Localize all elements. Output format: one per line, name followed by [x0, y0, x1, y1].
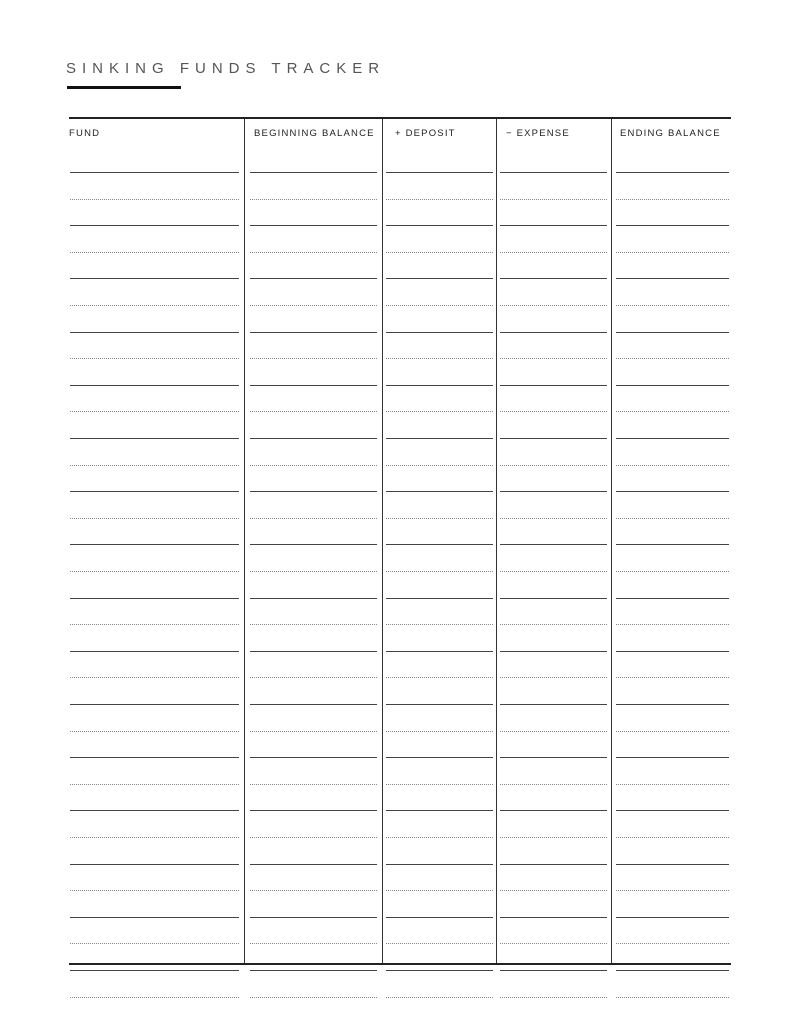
entry-line-beginning-balance[interactable]	[250, 571, 377, 572]
entry-line-deposit[interactable]	[386, 411, 493, 412]
entry-line-expense[interactable]	[500, 598, 607, 599]
entry-line-expense[interactable]	[500, 784, 607, 785]
entry-line-fund[interactable]	[70, 491, 239, 492]
entry-line-beginning-balance[interactable]	[250, 784, 377, 785]
entry-line-expense[interactable]	[500, 332, 607, 333]
entry-line-deposit[interactable]	[386, 970, 493, 971]
entry-line-beginning-balance[interactable]	[250, 890, 377, 891]
entry-line-beginning-balance[interactable]	[250, 917, 377, 918]
entry-line-ending-balance[interactable]	[616, 677, 729, 678]
entry-line-deposit[interactable]	[386, 917, 493, 918]
entry-line-fund[interactable]	[70, 332, 239, 333]
entry-line-beginning-balance[interactable]	[250, 332, 377, 333]
entry-line-fund[interactable]	[70, 890, 239, 891]
entry-line-fund[interactable]	[70, 651, 239, 652]
entry-line-expense[interactable]	[500, 358, 607, 359]
entry-line-beginning-balance[interactable]	[250, 199, 377, 200]
entry-line-ending-balance[interactable]	[616, 305, 729, 306]
entry-line-expense[interactable]	[500, 864, 607, 865]
entry-line-ending-balance[interactable]	[616, 997, 729, 998]
entry-line-beginning-balance[interactable]	[250, 491, 377, 492]
entry-line-deposit[interactable]	[386, 943, 493, 944]
entry-line-beginning-balance[interactable]	[250, 731, 377, 732]
entry-line-fund[interactable]	[70, 731, 239, 732]
entry-line-expense[interactable]	[500, 544, 607, 545]
entry-line-fund[interactable]	[70, 411, 239, 412]
entry-line-fund[interactable]	[70, 252, 239, 253]
entry-line-beginning-balance[interactable]	[250, 465, 377, 466]
entry-line-fund[interactable]	[70, 810, 239, 811]
entry-line-ending-balance[interactable]	[616, 358, 729, 359]
entry-line-deposit[interactable]	[386, 757, 493, 758]
entry-line-deposit[interactable]	[386, 465, 493, 466]
entry-line-deposit[interactable]	[386, 544, 493, 545]
title-underline	[67, 86, 181, 89]
entry-line-beginning-balance[interactable]	[250, 438, 377, 439]
entry-line-expense[interactable]	[500, 252, 607, 253]
entry-line-fund[interactable]	[70, 677, 239, 678]
entry-line-beginning-balance[interactable]	[250, 864, 377, 865]
entry-line-deposit[interactable]	[386, 704, 493, 705]
entry-line-expense[interactable]	[500, 571, 607, 572]
entry-line-deposit[interactable]	[386, 172, 493, 173]
entry-line-fund[interactable]	[70, 704, 239, 705]
entry-line-deposit[interactable]	[386, 624, 493, 625]
entry-line-ending-balance[interactable]	[616, 943, 729, 944]
entry-line-fund[interactable]	[70, 943, 239, 944]
entry-line-deposit[interactable]	[386, 810, 493, 811]
entry-line-ending-balance[interactable]	[616, 890, 729, 891]
entry-line-ending-balance[interactable]	[616, 438, 729, 439]
entry-line-expense[interactable]	[500, 890, 607, 891]
entry-line-deposit[interactable]	[386, 358, 493, 359]
entry-line-deposit[interactable]	[386, 199, 493, 200]
entry-line-expense[interactable]	[500, 997, 607, 998]
entry-line-ending-balance[interactable]	[616, 172, 729, 173]
entry-line-ending-balance[interactable]	[616, 225, 729, 226]
entry-line-ending-balance[interactable]	[616, 598, 729, 599]
entry-line-fund[interactable]	[70, 997, 239, 998]
entry-line-ending-balance[interactable]	[616, 544, 729, 545]
entry-line-expense[interactable]	[500, 943, 607, 944]
column-header-deposit: + DEPOSIT	[395, 128, 456, 139]
entry-line-beginning-balance[interactable]	[250, 598, 377, 599]
entry-line-beginning-balance[interactable]	[250, 358, 377, 359]
entry-line-deposit[interactable]	[386, 864, 493, 865]
entry-line-ending-balance[interactable]	[616, 518, 729, 519]
entry-line-expense[interactable]	[500, 305, 607, 306]
entry-line-ending-balance[interactable]	[616, 385, 729, 386]
entry-line-ending-balance[interactable]	[616, 864, 729, 865]
entry-line-expense[interactable]	[500, 970, 607, 971]
entry-line-deposit[interactable]	[386, 571, 493, 572]
entry-line-beginning-balance[interactable]	[250, 677, 377, 678]
entry-line-fund[interactable]	[70, 305, 239, 306]
entry-line-fund[interactable]	[70, 970, 239, 971]
entry-line-deposit[interactable]	[386, 997, 493, 998]
entry-line-ending-balance[interactable]	[616, 917, 729, 918]
entry-line-expense[interactable]	[500, 465, 607, 466]
entry-line-ending-balance[interactable]	[616, 837, 729, 838]
entry-line-beginning-balance[interactable]	[250, 278, 377, 279]
entry-line-expense[interactable]	[500, 624, 607, 625]
entry-line-fund[interactable]	[70, 837, 239, 838]
column-header-beginning-balance: BEGINNING BALANCE	[254, 128, 375, 139]
entry-line-deposit[interactable]	[386, 890, 493, 891]
entry-line-fund[interactable]	[70, 518, 239, 519]
entry-line-expense[interactable]	[500, 225, 607, 226]
entry-line-ending-balance[interactable]	[616, 704, 729, 705]
entry-line-expense[interactable]	[500, 704, 607, 705]
entry-line-beginning-balance[interactable]	[250, 943, 377, 944]
entry-line-beginning-balance[interactable]	[250, 624, 377, 625]
entry-line-expense[interactable]	[500, 651, 607, 652]
entry-line-fund[interactable]	[70, 571, 239, 572]
entry-line-expense[interactable]	[500, 757, 607, 758]
entry-line-deposit[interactable]	[386, 332, 493, 333]
entry-line-ending-balance[interactable]	[616, 252, 729, 253]
entry-line-ending-balance[interactable]	[616, 465, 729, 466]
entry-line-deposit[interactable]	[386, 252, 493, 253]
entry-line-fund[interactable]	[70, 757, 239, 758]
entry-line-fund[interactable]	[70, 465, 239, 466]
entry-line-beginning-balance[interactable]	[250, 704, 377, 705]
entry-line-ending-balance[interactable]	[616, 411, 729, 412]
entry-line-beginning-balance[interactable]	[250, 544, 377, 545]
entry-line-deposit[interactable]	[386, 837, 493, 838]
entry-line-expense[interactable]	[500, 917, 607, 918]
entry-line-fund[interactable]	[70, 278, 239, 279]
entry-line-beginning-balance[interactable]	[250, 385, 377, 386]
entry-line-deposit[interactable]	[386, 278, 493, 279]
entry-line-ending-balance[interactable]	[616, 757, 729, 758]
entry-line-expense[interactable]	[500, 278, 607, 279]
entry-line-ending-balance[interactable]	[616, 278, 729, 279]
entry-line-ending-balance[interactable]	[616, 624, 729, 625]
entry-line-expense[interactable]	[500, 491, 607, 492]
entry-line-deposit[interactable]	[386, 225, 493, 226]
entry-line-fund[interactable]	[70, 172, 239, 173]
column-header-fund: FUND	[69, 128, 101, 139]
entry-line-beginning-balance[interactable]	[250, 837, 377, 838]
entry-line-beginning-balance[interactable]	[250, 970, 377, 971]
entry-line-deposit[interactable]	[386, 385, 493, 386]
entry-line-fund[interactable]	[70, 917, 239, 918]
entry-line-beginning-balance[interactable]	[250, 252, 377, 253]
entry-line-expense[interactable]	[500, 385, 607, 386]
entry-line-deposit[interactable]	[386, 677, 493, 678]
entry-line-expense[interactable]	[500, 172, 607, 173]
entry-line-beginning-balance[interactable]	[250, 172, 377, 173]
entry-line-ending-balance[interactable]	[616, 332, 729, 333]
entry-line-beginning-balance[interactable]	[250, 225, 377, 226]
entry-line-deposit[interactable]	[386, 784, 493, 785]
entry-line-fund[interactable]	[70, 624, 239, 625]
column-divider	[496, 119, 497, 963]
column-header-ending-balance: ENDING BALANCE	[620, 128, 721, 139]
entry-line-fund[interactable]	[70, 199, 239, 200]
entry-line-beginning-balance[interactable]	[250, 651, 377, 652]
entry-line-beginning-balance[interactable]	[250, 411, 377, 412]
entry-line-ending-balance[interactable]	[616, 784, 729, 785]
entry-line-expense[interactable]	[500, 837, 607, 838]
entry-line-fund[interactable]	[70, 225, 239, 226]
entry-line-fund[interactable]	[70, 864, 239, 865]
entry-line-ending-balance[interactable]	[616, 970, 729, 971]
entry-line-expense[interactable]	[500, 411, 607, 412]
entry-line-ending-balance[interactable]	[616, 571, 729, 572]
sinking-funds-table	[69, 117, 731, 965]
entry-line-beginning-balance[interactable]	[250, 518, 377, 519]
entry-line-ending-balance[interactable]	[616, 199, 729, 200]
entry-line-fund[interactable]	[70, 385, 239, 386]
entry-line-fund[interactable]	[70, 598, 239, 599]
column-divider	[382, 119, 383, 963]
entry-line-ending-balance[interactable]	[616, 810, 729, 811]
entry-line-expense[interactable]	[500, 438, 607, 439]
entry-line-beginning-balance[interactable]	[250, 810, 377, 811]
column-header-expense: − EXPENSE	[506, 128, 570, 139]
entry-line-fund[interactable]	[70, 358, 239, 359]
entry-line-expense[interactable]	[500, 731, 607, 732]
entry-line-deposit[interactable]	[386, 438, 493, 439]
entry-line-deposit[interactable]	[386, 651, 493, 652]
entry-line-expense[interactable]	[500, 199, 607, 200]
entry-line-expense[interactable]	[500, 677, 607, 678]
page-title: SINKING FUNDS TRACKER	[66, 60, 386, 77]
entry-line-expense[interactable]	[500, 518, 607, 519]
entry-line-fund[interactable]	[70, 438, 239, 439]
entry-line-fund[interactable]	[70, 784, 239, 785]
entry-line-beginning-balance[interactable]	[250, 305, 377, 306]
entry-line-ending-balance[interactable]	[616, 651, 729, 652]
entry-line-ending-balance[interactable]	[616, 731, 729, 732]
column-divider	[244, 119, 245, 963]
entry-line-beginning-balance[interactable]	[250, 757, 377, 758]
entry-line-deposit[interactable]	[386, 731, 493, 732]
entry-line-beginning-balance[interactable]	[250, 997, 377, 998]
entry-line-deposit[interactable]	[386, 518, 493, 519]
column-divider	[611, 119, 612, 963]
entry-line-expense[interactable]	[500, 810, 607, 811]
entry-line-deposit[interactable]	[386, 598, 493, 599]
entry-line-deposit[interactable]	[386, 305, 493, 306]
entry-line-ending-balance[interactable]	[616, 491, 729, 492]
entry-line-fund[interactable]	[70, 544, 239, 545]
entry-line-deposit[interactable]	[386, 491, 493, 492]
